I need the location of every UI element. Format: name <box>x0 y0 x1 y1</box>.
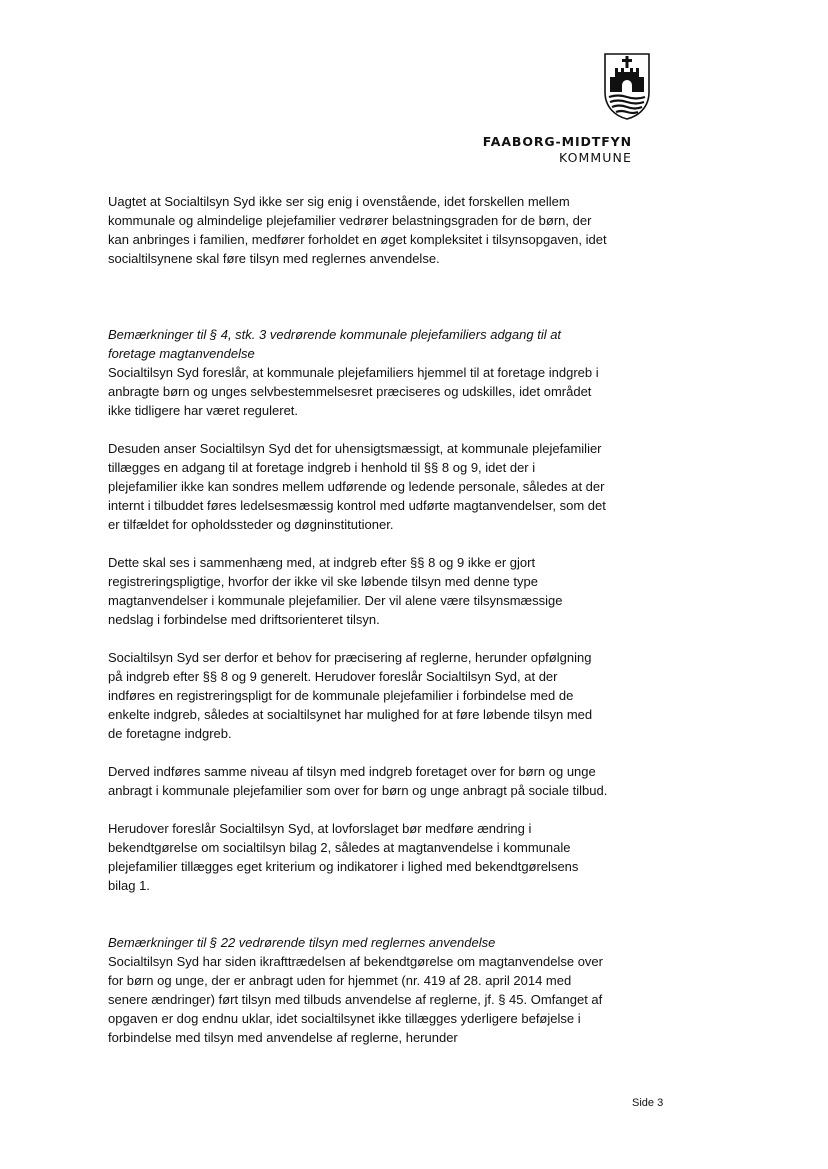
paragraph: Socialtilsyn Syd foreslår, at kommunale plejefamiliers hjemmel til at foretage indgreb i anbragte børn og unges selvbestemmelsesret præciseres og udskilles, idet området ikke tidligere har været reguleret. <box>108 365 599 418</box>
wordmark-line-2: KOMMUNE <box>558 150 632 165</box>
paragraph: Socialtilsyn Syd ser derfor et behov for præcisering af reglerne, herunder opfølgning på indgreb efter §§ 8 og 9 generelt. Herudover foreslår Socialtilsyn Syd, at der indføres en registreringspligt for de kommunale plejefamilier i forbindelse med de enkelte indgreb, således at socialtilsynet har mulighed for at føre løbende tilsyn med de foretagne indgreb. <box>108 650 593 741</box>
section-heading: Bemærkninger til § 4, stk. 3 vedrørende kommunale plejefamiliers adgang til at foretage magtanvendelse <box>108 327 562 361</box>
paragraph: Herudover foreslår Socialtilsyn Syd, at lovforslaget bør medføre ændring i bekendtgørelse om socialtilsyn bilag 2, således at magtanvendelse i kommunale plejefamilier tillægges eget kriterium og indikatorer i lighed med bekendtgørelsens bilag 1. <box>108 821 579 893</box>
section-heading: Bemærkninger til § 22 vedrørende tilsyn med reglernes anvendelse <box>108 935 496 950</box>
municipality-wordmark <box>483 134 632 166</box>
paragraph: Socialtilsyn Syd har siden ikrafttrædelsen af bekendtgørelse om magtanvendelse over for børn og unge, der er anbragt uden for hjemmet (nr. 419 af 28. april 2014 med senere ændringer) ført tilsyn med tilbuds anvendelse af reglerne, jf. § 45. Omfanget af opgaven er dog endnu uklar, idet socialtilsynet ikke tillægges yderligere beføjelse i forbindelse med tilsyn med anvendelse af reglerne, herunder <box>108 954 603 1045</box>
municipal-coat-of-arms-icon <box>603 52 651 120</box>
wordmark-line-1: FAABORG-MIDTFYN <box>482 134 632 149</box>
paragraph: Dette skal ses i sammenhæng med, at indgreb efter §§ 8 og 9 ikke er gjort registreringspligtige, hvorfor der ikke vil ske løbende tilsyn med denne type magtanvendelser i kommunale plejefamilier. Der vil alene være tilsynsmæssige nedslag i forbindelse med driftsorienteret tilsyn. <box>108 555 563 627</box>
letter-body <box>108 192 608 1047</box>
paragraph: Uagtet at Socialtilsyn Syd ikke ser sig enig i ovenstående, idet forskellen mellem kommunale og almindelige plejefamilier vedrører belastningsgraden for de børn, der kan anbringes i familien, medfører forholdet en øget kompleksitet i tilsynsopgaven, idet socialtilsynene skal føre tilsyn med reglernes anvendelse. <box>108 194 607 266</box>
paragraph: Derved indføres samme niveau af tilsyn med indgreb foretaget over for børn og unge anbragt i kommunale plejefamilier som over for børn og unge anbragt på sociale tilbud. <box>108 764 608 798</box>
page-number: Side 3 <box>632 1097 664 1109</box>
paragraph: Desuden anser Socialtilsyn Syd det for uhensigtsmæssigt, at kommunale plejefamilier tillægges en adgang til at foretage indgreb i henhold til §§ 8 og 9, idet der i plejefamilier ikke kan sondres mellem udførende og ledende personale, således at der internt i tilbuddet føres ledelsesmæssig kontrol med udførte magtanvendelser, som det er tilfældet for opholdssteder og døgninstitutioner. <box>108 441 606 532</box>
